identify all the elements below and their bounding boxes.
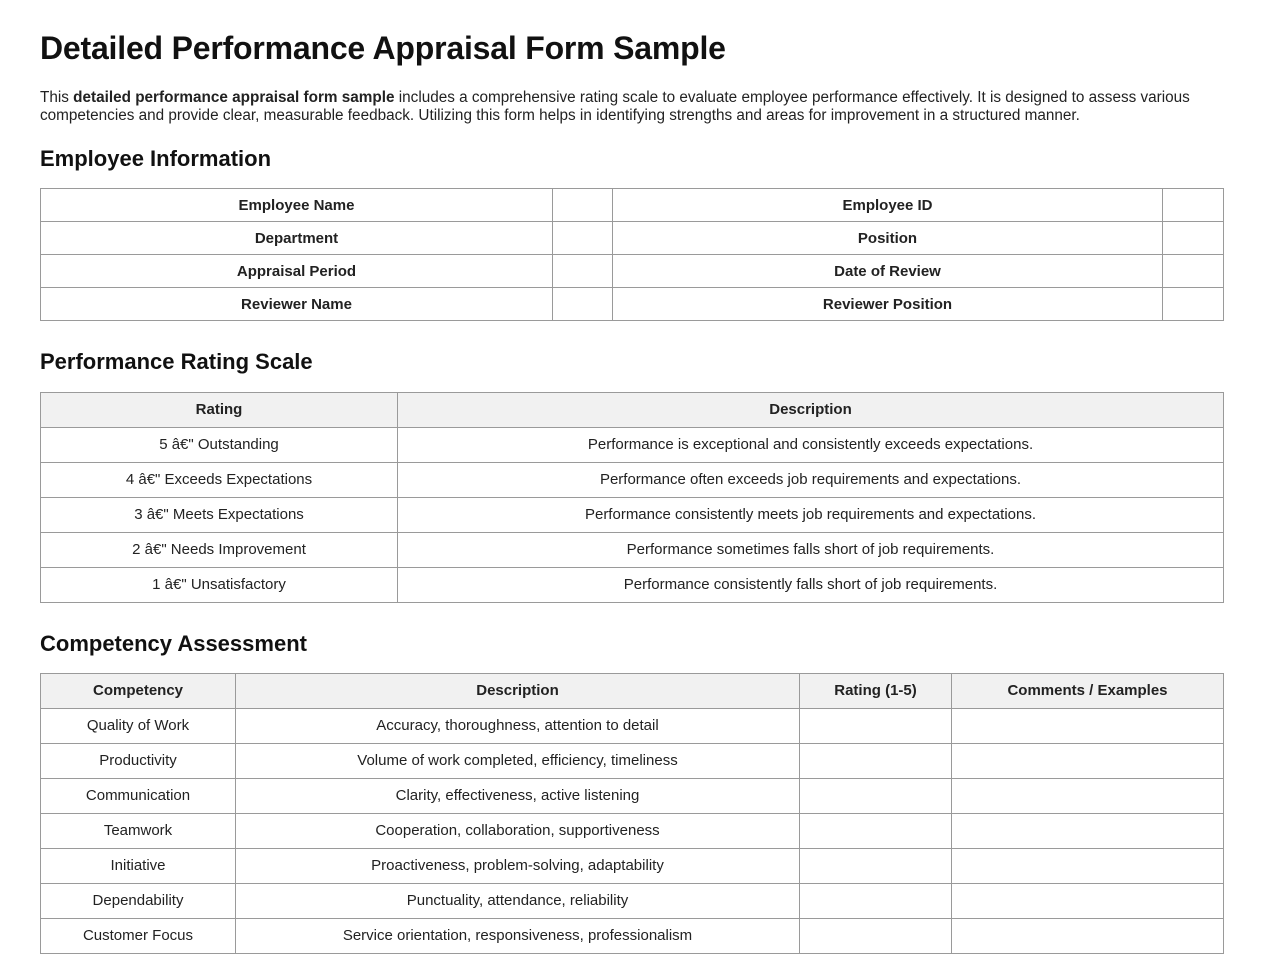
cell-comments-input-productivity[interactable] (952, 743, 1224, 778)
cell-description-dependability: Punctuality, attendance, reliability (236, 883, 800, 918)
cell-input-employee-id[interactable] (1163, 189, 1224, 222)
rating-scale-header (41, 392, 1224, 427)
cell-label-employee-name: Employee Name (41, 189, 553, 222)
competency-body (41, 708, 1224, 953)
cell-rating-description-5: Performance is exceptional and consistently exceeds expectations. (398, 427, 1224, 462)
cell-rating-description-1: Performance consistently falls short of job requirements. (398, 567, 1224, 602)
cell-input-employee-name[interactable] (553, 189, 613, 222)
cell-rating-input-customer-focus[interactable] (800, 918, 952, 953)
cell-label-reviewer-name: Reviewer Name (41, 288, 553, 321)
table-row (41, 462, 1224, 497)
employee-information-body (41, 189, 1224, 321)
intro-paragraph (40, 89, 1192, 126)
cell-rating-input-dependability[interactable] (800, 883, 952, 918)
competency-header (41, 673, 1224, 708)
cell-input-position[interactable] (1163, 222, 1224, 255)
cell-label-department: Department (41, 222, 553, 255)
rating-scale-body (41, 427, 1224, 602)
intro-rest: includes a comprehensive rating scale to evaluate employee performance effectively. It is designed to assess various competencies and provide clear, measurable feedback. Utilizing this form helps in identifying strengths and areas for improvement in a structured manner. (40, 88, 1190, 125)
table-row (41, 918, 1224, 953)
column-header-description: Description (398, 392, 1224, 427)
section-title-performance-rating-scale: Performance Rating Scale (40, 349, 313, 375)
cell-comments-input-communication[interactable] (952, 778, 1224, 813)
cell-label-date-of-review: Date of Review (613, 255, 1163, 288)
table-row (41, 532, 1224, 567)
table-row (41, 708, 1224, 743)
table-row (41, 255, 1224, 288)
cell-competency-quality-of-work: Quality of Work (41, 708, 236, 743)
cell-label-reviewer-position: Reviewer Position (613, 288, 1163, 321)
cell-input-reviewer-position[interactable] (1163, 288, 1224, 321)
cell-competency-customer-focus: Customer Focus (41, 918, 236, 953)
table-row (41, 778, 1224, 813)
intro-lead: This (40, 88, 74, 106)
intro-bold-phrase: detailed performance appraisal form sample (73, 88, 395, 106)
column-header-competency: Competency (41, 673, 236, 708)
table-row (41, 222, 1224, 255)
table-row (41, 189, 1224, 222)
table-row (41, 813, 1224, 848)
cell-rating-3: 3 â€" Meets Expectations (41, 497, 398, 532)
table-row (41, 427, 1224, 462)
table-header-row (41, 392, 1224, 427)
cell-rating-5: 5 â€" Outstanding (41, 427, 398, 462)
cell-comments-input-quality-of-work[interactable] (952, 708, 1224, 743)
column-header-comments: Comments / Examples (952, 673, 1224, 708)
column-header-rating: Rating (1-5) (800, 673, 952, 708)
cell-description-customer-focus: Service orientation, responsiveness, professionalism (236, 918, 800, 953)
cell-rating-input-initiative[interactable] (800, 848, 952, 883)
cell-description-teamwork: Cooperation, collaboration, supportiveness (236, 813, 800, 848)
cell-comments-input-initiative[interactable] (952, 848, 1224, 883)
page-title: Detailed Performance Appraisal Form Sample (40, 30, 726, 66)
section-title-competency-assessment: Competency Assessment (40, 630, 307, 656)
column-header-description: Description (236, 673, 800, 708)
cell-rating-4: 4 â€" Exceeds Expectations (41, 462, 398, 497)
cell-rating-input-communication[interactable] (800, 778, 952, 813)
table-row (41, 567, 1224, 602)
cell-rating-input-productivity[interactable] (800, 743, 952, 778)
cell-description-initiative: Proactiveness, problem-solving, adaptability (236, 848, 800, 883)
performance-rating-scale-table (40, 392, 1224, 603)
cell-comments-input-teamwork[interactable] (952, 813, 1224, 848)
cell-input-department[interactable] (553, 222, 613, 255)
cell-competency-communication: Communication (41, 778, 236, 813)
cell-rating-description-4: Performance often exceeds job requirements and expectations. (398, 462, 1224, 497)
cell-rating-2: 2 â€" Needs Improvement (41, 532, 398, 567)
cell-input-date-of-review[interactable] (1163, 255, 1224, 288)
table-row (41, 848, 1224, 883)
cell-competency-dependability: Dependability (41, 883, 236, 918)
table-row (41, 883, 1224, 918)
cell-rating-description-3: Performance consistently meets job requirements and expectations. (398, 497, 1224, 532)
cell-competency-productivity: Productivity (41, 743, 236, 778)
cell-comments-input-customer-focus[interactable] (952, 918, 1224, 953)
cell-description-quality-of-work: Accuracy, thoroughness, attention to detail (236, 708, 800, 743)
table-header-row (41, 673, 1224, 708)
cell-label-appraisal-period: Appraisal Period (41, 255, 553, 288)
section-title-employee-information: Employee Information (40, 145, 272, 171)
cell-rating-input-teamwork[interactable] (800, 813, 952, 848)
cell-input-appraisal-period[interactable] (553, 255, 613, 288)
table-row (41, 497, 1224, 532)
cell-label-position: Position (613, 222, 1163, 255)
cell-label-employee-id: Employee ID (613, 189, 1163, 222)
cell-description-productivity: Volume of work completed, efficiency, timeliness (236, 743, 800, 778)
employee-information-table (40, 188, 1224, 321)
table-row (41, 743, 1224, 778)
cell-comments-input-dependability[interactable] (952, 883, 1224, 918)
cell-competency-teamwork: Teamwork (41, 813, 236, 848)
cell-description-communication: Clarity, effectiveness, active listening (236, 778, 800, 813)
cell-rating-description-2: Performance sometimes falls short of job requirements. (398, 532, 1224, 567)
competency-assessment-table (40, 673, 1224, 954)
cell-rating-input-quality-of-work[interactable] (800, 708, 952, 743)
cell-rating-1: 1 â€" Unsatisfactory (41, 567, 398, 602)
cell-competency-initiative: Initiative (41, 848, 236, 883)
column-header-rating: Rating (41, 392, 398, 427)
table-row (41, 288, 1224, 321)
cell-input-reviewer-name[interactable] (553, 288, 613, 321)
